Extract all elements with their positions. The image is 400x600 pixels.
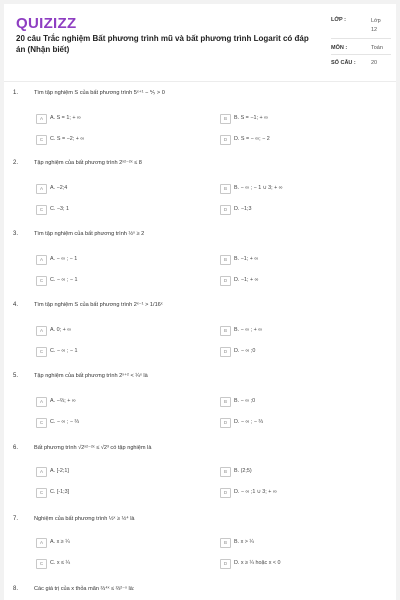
option-key-box[interactable]: C	[36, 276, 47, 286]
option-text: D. − ∞ ; − ⅔	[234, 419, 264, 425]
option-d[interactable]	[220, 205, 380, 215]
option-b[interactable]	[220, 397, 380, 407]
meta-divider	[331, 54, 391, 55]
option-key-box[interactable]: D	[220, 135, 231, 145]
option-d[interactable]	[220, 276, 380, 286]
question-text: Bất phương trình √2ˣ²⁻²ˣ ≤ √2³ có tập nghiệm là	[34, 445, 152, 451]
option-text: A. 0; + ∞	[50, 327, 72, 333]
option-key-box[interactable]: A	[36, 255, 47, 265]
option-d[interactable]	[220, 347, 380, 357]
worksheet-header	[4, 4, 396, 82]
question-text: Tập nghiệm của bất phương trình 2ˣ²⁻²ˣ ≤ 8	[34, 160, 142, 166]
option-key-box[interactable]: B	[220, 114, 231, 124]
option-text: C. − ∞ ; − 1	[50, 277, 78, 283]
option-text: A. − ∞ ; − 1	[50, 256, 78, 262]
question-text: Tìm tập nghiệm của bất phương trình ½ˣ ≥ 2	[34, 231, 145, 237]
option-b[interactable]	[220, 467, 380, 477]
quizizz-logo: QUIZIZZ	[16, 15, 77, 32]
option-key-box[interactable]: C	[36, 205, 47, 215]
option-a[interactable]	[36, 326, 196, 336]
option-key-box[interactable]: A	[36, 538, 47, 548]
option-text: B. S = −1; + ∞	[234, 115, 268, 121]
question-text: Tìm tập nghiệm S của bất phương trình 2ˣ⁻¹ > 1/16ˣ	[34, 302, 163, 308]
meta-label: LỚP :	[331, 17, 346, 23]
option-text: A. S = 1; + ∞	[50, 115, 81, 121]
option-key-box[interactable]: D	[220, 418, 231, 428]
option-text: A. −2;4	[50, 185, 68, 191]
option-text: D. − ∞ ;0	[234, 348, 256, 354]
option-a[interactable]	[36, 184, 196, 194]
option-key-box[interactable]: C	[36, 347, 47, 357]
option-key-box[interactable]: A	[36, 184, 47, 194]
option-key-box[interactable]: A	[36, 467, 47, 477]
question-number: 1.	[13, 90, 19, 96]
option-b[interactable]	[220, 184, 380, 194]
meta-value: Toán	[371, 45, 383, 51]
option-key-box[interactable]: B	[220, 184, 231, 194]
option-d[interactable]	[220, 559, 380, 569]
question-text: Tìm tập nghiệm S của bất phương trình 5ˣ⁺¹ − ⅕ > 0	[34, 90, 165, 96]
option-key-box[interactable]: D	[220, 276, 231, 286]
option-text: C. [-1;3]	[50, 489, 70, 495]
option-key-box[interactable]: B	[220, 467, 231, 477]
option-text: B. − ∞ ; + ∞	[234, 327, 263, 333]
question-number: 5.	[13, 373, 19, 379]
option-key-box[interactable]: D	[220, 347, 231, 357]
option-a[interactable]	[36, 538, 196, 548]
question-text: Tập nghiệm của bất phương trình 2ˣ⁺² < ¼ˣ là	[34, 373, 148, 379]
option-key-box[interactable]: A	[36, 326, 47, 336]
worksheet-page	[4, 4, 396, 600]
question-number: 6.	[13, 445, 19, 451]
question-number: 7.	[13, 516, 19, 522]
option-d[interactable]	[220, 418, 380, 428]
option-key-box[interactable]: D	[220, 205, 231, 215]
option-key-box[interactable]: B	[220, 326, 231, 336]
option-text: C. S = −2; + ∞	[50, 136, 85, 142]
option-c[interactable]	[36, 418, 196, 428]
option-text: C. − ∞ ; − ⅔	[50, 419, 80, 425]
option-text: D. x ≥ ¼ hoặc x < 0	[234, 560, 281, 566]
meta-divider	[331, 38, 391, 39]
option-text: A. x ≥ ¼	[50, 539, 70, 545]
option-key-box[interactable]: B	[220, 397, 231, 407]
option-b[interactable]	[220, 538, 380, 548]
option-text: A. [-2;1]	[50, 468, 69, 474]
option-text: D. S = − ∞; − 2	[234, 136, 270, 142]
option-key-box[interactable]: C	[36, 418, 47, 428]
option-c[interactable]	[36, 276, 196, 286]
option-key-box[interactable]: C	[36, 135, 47, 145]
option-d[interactable]	[220, 488, 380, 498]
question-number: 8.	[13, 586, 19, 592]
question-text: Nghiệm của bất phương trình ½ˣ ≥ ½⁴ là	[34, 516, 135, 522]
option-key-box[interactable]: D	[220, 559, 231, 569]
option-a[interactable]	[36, 467, 196, 477]
option-key-box[interactable]: A	[36, 114, 47, 124]
option-text: D. −1;3	[234, 206, 252, 212]
question-number: 3.	[13, 231, 19, 237]
option-text: C. x ≤ ¼	[50, 560, 71, 566]
option-c[interactable]	[36, 135, 196, 145]
option-text: B. x > ¼	[234, 539, 254, 545]
question-text: Các giá trị của x thỏa mãn ⅔⁴ˣ ≤ ⅔²⁻ˣ là:	[34, 586, 135, 592]
option-c[interactable]	[36, 205, 196, 215]
option-key-box[interactable]: D	[220, 488, 231, 498]
option-a[interactable]	[36, 255, 196, 265]
option-text: D. − ∞ ;1 ∪ 3; + ∞	[234, 489, 277, 495]
option-a[interactable]	[36, 114, 196, 124]
worksheet-title: 20 câu Trắc nghiệm Bất phương trình mũ và bất phương trình Logarit có đáp án (Nhận biết)	[16, 34, 309, 54]
option-c[interactable]	[36, 488, 196, 498]
option-b[interactable]	[220, 114, 380, 124]
question-number: 2.	[13, 160, 19, 166]
option-key-box[interactable]: C	[36, 488, 47, 498]
meta-label: SỐ CÂU :	[331, 60, 356, 66]
option-key-box[interactable]: B	[220, 255, 231, 265]
option-text: B. −1; + ∞	[234, 256, 259, 262]
option-b[interactable]	[220, 326, 380, 336]
option-text: D. −1; + ∞	[234, 277, 259, 283]
option-text: A. −⅔; + ∞	[50, 398, 76, 404]
option-key-box[interactable]: A	[36, 397, 47, 407]
option-b[interactable]	[220, 255, 380, 265]
option-key-box[interactable]: B	[220, 538, 231, 548]
meta-label: MÔN :	[331, 45, 348, 51]
option-d[interactable]	[220, 135, 380, 145]
option-text: B. (2;5)	[234, 468, 252, 474]
meta-value: 20	[371, 60, 378, 66]
option-key-box[interactable]: C	[36, 559, 47, 569]
meta-value: Lớp 12	[371, 18, 381, 33]
option-text: C. −3; 1	[50, 206, 70, 212]
option-c[interactable]	[36, 347, 196, 357]
option-text: B. − ∞ ; − 1 ∪ 3; + ∞	[234, 185, 283, 191]
option-text: C. − ∞ ; − 1	[50, 348, 78, 354]
option-text: B. − ∞ ;0	[234, 398, 256, 404]
question-number: 4.	[13, 302, 19, 308]
option-c[interactable]	[36, 559, 196, 569]
option-a[interactable]	[36, 397, 196, 407]
